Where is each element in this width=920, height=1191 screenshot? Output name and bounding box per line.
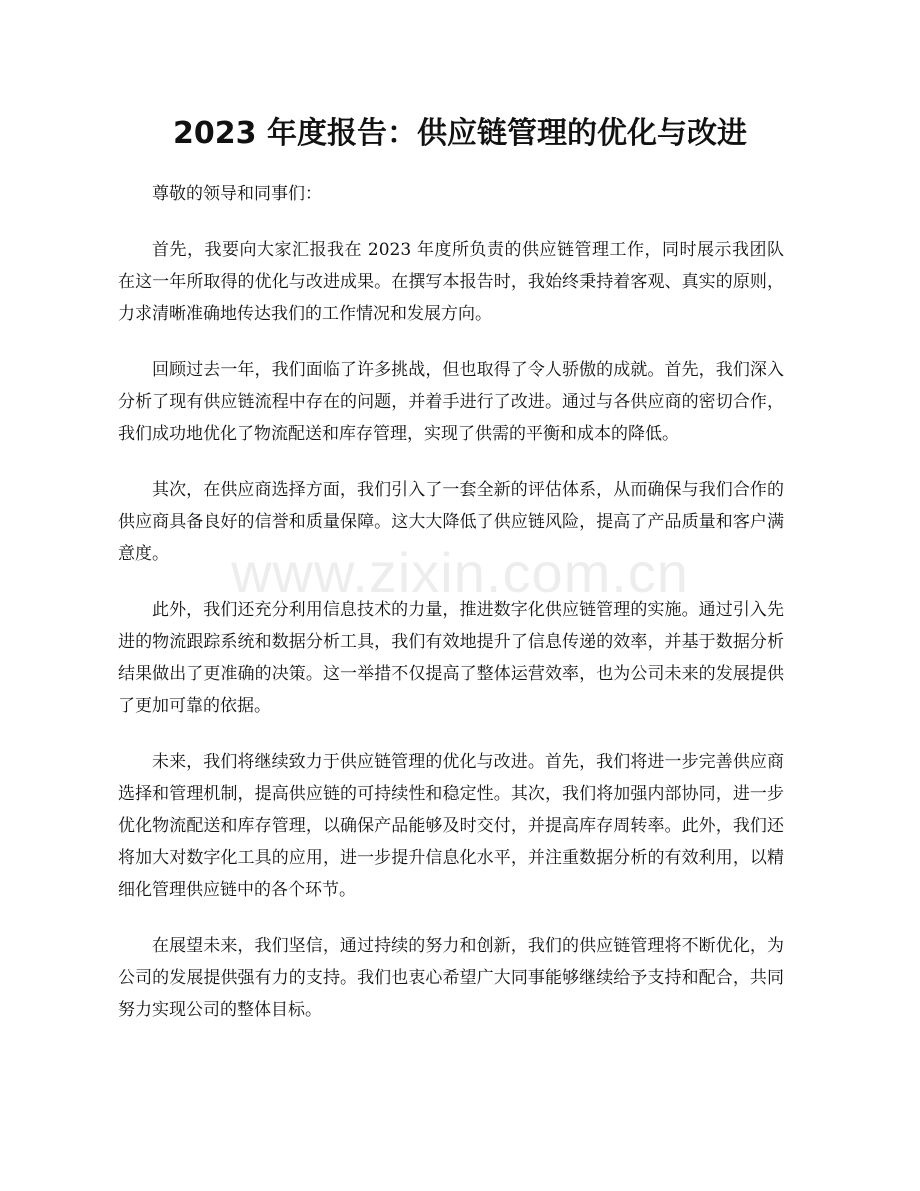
salutation-paragraph: 尊敬的领导和同事们：: [152, 184, 322, 204]
body-paragraph: 回顾过去一年，我们面临了许多挑战，但也取得了令人骄傲的成就。首先，我们深入分析了现有供应链流程中存在的问题，并着手进行了改进。通过与各供应商的密切合作，我们成功地优化了物流配送和库存管理，实现了供需的平衡和成本的降低。: [118, 360, 784, 444]
body-paragraph: 首先，我要向大家汇报我在 2023 年度所负责的供应链管理工作，同时展示我团队在这一年所取得的优化与改进成果。在撰写本报告时，我始终秉持着客观、真实的原则，力求清晰准确地传达我们的工作情况和发展方向。: [118, 240, 784, 324]
body-paragraph: 在展望未来，我们坚信，通过持续的努力和创新，我们的供应链管理将不断优化，为公司的发展提供强有力的支持。我们也衷心希望广大同事能够继续给予支持和配合，共同努力实现公司的整体目标。: [118, 936, 784, 1020]
document-body: [118, 178, 784, 1050]
body-paragraph: 其次，在供应商选择方面，我们引入了一套全新的评估体系，从而确保与我们合作的供应商具备良好的信誉和质量保障。这大大降低了供应链风险，提高了产品质量和客户满意度。: [118, 480, 784, 564]
watermark: www.zixin.com.cn: [231, 541, 689, 604]
document-title: 2023 年度报告：供应链管理的优化与改进: [173, 116, 747, 151]
body-paragraph: 未来，我们将继续致力于供应链管理的优化与改进。首先，我们将进一步完善供应商选择和管理机制，提高供应链的可持续性和稳定性。其次，我们将加强内部协同，进一步优化物流配送和库存管理，以确保产品能够及时交付，并提高库存周转率。此外，我们还将加大对数字化工具的应用，进一步提升信息化水平，并注重数据分析的有效利用，以精细化管理供应链中的各个环节。: [118, 752, 784, 900]
body-paragraph: 此外，我们还充分利用信息技术的力量，推进数字化供应链管理的实施。通过引入先进的物流跟踪系统和数据分析工具，我们有效地提升了信息传递的效率，并基于数据分析结果做出了更准确的决策。这一举措不仅提高了整体运营效率，也为公司未来的发展提供了更加可靠的依据。: [118, 600, 784, 716]
